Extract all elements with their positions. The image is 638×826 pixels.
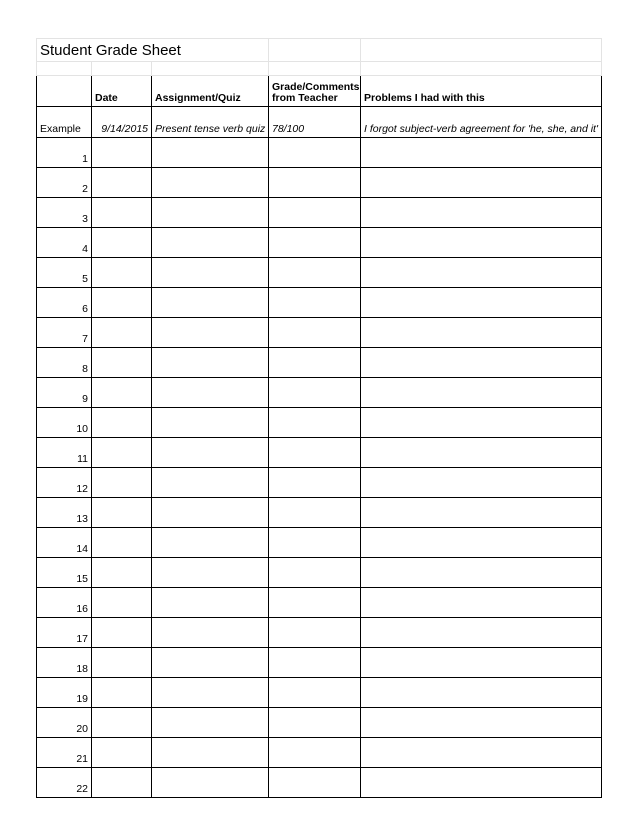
- date-cell[interactable]: [92, 228, 152, 258]
- date-cell[interactable]: [92, 648, 152, 678]
- grade-cell[interactable]: [269, 228, 361, 258]
- row-number[interactable]: 21: [37, 738, 92, 768]
- assignment-cell[interactable]: [152, 228, 269, 258]
- sheet-title[interactable]: Student Grade Sheet: [37, 39, 269, 62]
- problems-cell[interactable]: [361, 618, 602, 648]
- example-date[interactable]: 9/14/2015: [92, 107, 152, 138]
- assignment-cell[interactable]: [152, 258, 269, 288]
- grade-sheet-table: [36, 38, 602, 798]
- problems-cell[interactable]: [361, 498, 602, 528]
- assignment-cell[interactable]: [152, 708, 269, 738]
- problems-cell[interactable]: [361, 228, 602, 258]
- header-problems[interactable]: Problems I had with this: [361, 76, 602, 107]
- date-cell[interactable]: [92, 408, 152, 438]
- row-number[interactable]: 7: [37, 318, 92, 348]
- table-row: [37, 168, 602, 198]
- row-number[interactable]: 5: [37, 258, 92, 288]
- grade-cell[interactable]: [269, 678, 361, 708]
- row-number[interactable]: 18: [37, 648, 92, 678]
- date-cell[interactable]: [92, 198, 152, 228]
- grade-cell[interactable]: [269, 498, 361, 528]
- grade-cell[interactable]: [269, 318, 361, 348]
- problems-cell[interactable]: [361, 348, 602, 378]
- grade-sheet-body: [37, 39, 602, 798]
- table-row: [37, 138, 602, 168]
- problems-cell[interactable]: [361, 678, 602, 708]
- assignment-cell[interactable]: [152, 558, 269, 588]
- grade-cell[interactable]: [269, 558, 361, 588]
- assignment-cell[interactable]: [152, 468, 269, 498]
- header-row-label[interactable]: [37, 76, 92, 107]
- assignment-cell[interactable]: [152, 588, 269, 618]
- grade-cell[interactable]: [269, 618, 361, 648]
- problems-cell[interactable]: [361, 378, 602, 408]
- spacer-cell[interactable]: [92, 62, 152, 76]
- row-number[interactable]: 2: [37, 168, 92, 198]
- date-cell[interactable]: [92, 618, 152, 648]
- table-row: [37, 618, 602, 648]
- grade-cell[interactable]: [269, 348, 361, 378]
- example-problems[interactable]: I forgot subject-verb agreement for 'he, she, and it': [361, 107, 602, 138]
- header-row: [37, 76, 602, 107]
- problems-cell[interactable]: [361, 288, 602, 318]
- grade-cell[interactable]: [269, 168, 361, 198]
- table-row: [37, 678, 602, 708]
- assignment-cell[interactable]: [152, 378, 269, 408]
- row-number[interactable]: 20: [37, 708, 92, 738]
- grade-cell[interactable]: [269, 198, 361, 228]
- header-grade-comments[interactable]: Grade/Comments from Teacher: [269, 76, 361, 107]
- title-row-cell[interactable]: [361, 39, 602, 62]
- date-cell[interactable]: [92, 378, 152, 408]
- grade-cell[interactable]: [269, 468, 361, 498]
- header-assignment[interactable]: Assignment/Quiz: [152, 76, 269, 107]
- assignment-cell[interactable]: [152, 348, 269, 378]
- row-number[interactable]: 17: [37, 618, 92, 648]
- table-row: [37, 258, 602, 288]
- date-cell[interactable]: [92, 678, 152, 708]
- spacer-cell[interactable]: [361, 62, 602, 76]
- date-cell[interactable]: [92, 438, 152, 468]
- problems-cell[interactable]: [361, 318, 602, 348]
- row-number[interactable]: 11: [37, 438, 92, 468]
- date-cell[interactable]: [92, 138, 152, 168]
- row-number[interactable]: 4: [37, 228, 92, 258]
- grade-cell[interactable]: [269, 258, 361, 288]
- row-number[interactable]: 6: [37, 288, 92, 318]
- problems-cell[interactable]: [361, 168, 602, 198]
- table-row: [37, 768, 602, 798]
- table-row: [37, 318, 602, 348]
- spacer-row: [37, 62, 602, 76]
- problems-cell[interactable]: [361, 558, 602, 588]
- example-row: [37, 107, 602, 138]
- date-cell[interactable]: [92, 738, 152, 768]
- row-number[interactable]: 9: [37, 378, 92, 408]
- problems-cell[interactable]: [361, 198, 602, 228]
- date-cell[interactable]: [92, 468, 152, 498]
- grade-cell[interactable]: [269, 708, 361, 738]
- row-number[interactable]: 8: [37, 348, 92, 378]
- table-row: [37, 198, 602, 228]
- problems-cell[interactable]: [361, 258, 602, 288]
- assignment-cell[interactable]: [152, 318, 269, 348]
- assignment-cell[interactable]: [152, 648, 269, 678]
- row-number[interactable]: 16: [37, 588, 92, 618]
- table-row: [37, 558, 602, 588]
- date-cell[interactable]: [92, 708, 152, 738]
- header-date[interactable]: Date: [92, 76, 152, 107]
- row-number[interactable]: 1: [37, 138, 92, 168]
- row-number[interactable]: 22: [37, 768, 92, 798]
- assignment-cell[interactable]: [152, 168, 269, 198]
- date-cell[interactable]: [92, 288, 152, 318]
- assignment-cell[interactable]: [152, 528, 269, 558]
- assignment-cell[interactable]: [152, 408, 269, 438]
- assignment-cell[interactable]: [152, 438, 269, 468]
- example-assignment[interactable]: Present tense verb quiz: [152, 107, 269, 138]
- table-row: [37, 738, 602, 768]
- grade-cell[interactable]: [269, 288, 361, 318]
- row-number[interactable]: 3: [37, 198, 92, 228]
- row-number[interactable]: 19: [37, 678, 92, 708]
- table-row: [37, 528, 602, 558]
- table-row: [37, 408, 602, 438]
- problems-cell[interactable]: [361, 648, 602, 678]
- grade-cell[interactable]: [269, 378, 361, 408]
- spacer-cell[interactable]: [269, 62, 361, 76]
- title-row-cell[interactable]: [269, 39, 361, 62]
- row-number[interactable]: 15: [37, 558, 92, 588]
- problems-cell[interactable]: [361, 468, 602, 498]
- grade-cell[interactable]: [269, 588, 361, 618]
- date-cell[interactable]: [92, 528, 152, 558]
- assignment-cell[interactable]: [152, 768, 269, 798]
- spacer-cell[interactable]: [152, 62, 269, 76]
- grade-cell[interactable]: [269, 738, 361, 768]
- table-row: [37, 438, 602, 468]
- assignment-cell[interactable]: [152, 738, 269, 768]
- grade-cell[interactable]: [269, 138, 361, 168]
- table-row: [37, 228, 602, 258]
- table-row: [37, 378, 602, 408]
- table-row: [37, 708, 602, 738]
- problems-cell[interactable]: [361, 738, 602, 768]
- assignment-cell[interactable]: [152, 138, 269, 168]
- spacer-cell[interactable]: [37, 62, 92, 76]
- problems-cell[interactable]: [361, 528, 602, 558]
- date-cell[interactable]: [92, 258, 152, 288]
- date-cell[interactable]: [92, 768, 152, 798]
- row-number[interactable]: 12: [37, 468, 92, 498]
- date-cell[interactable]: [92, 588, 152, 618]
- problems-cell[interactable]: [361, 438, 602, 468]
- assignment-cell[interactable]: [152, 498, 269, 528]
- row-number[interactable]: 14: [37, 528, 92, 558]
- problems-cell[interactable]: [361, 588, 602, 618]
- date-cell[interactable]: [92, 498, 152, 528]
- row-number[interactable]: 10: [37, 408, 92, 438]
- table-row: [37, 468, 602, 498]
- grade-cell[interactable]: [269, 768, 361, 798]
- assignment-cell[interactable]: [152, 198, 269, 228]
- problems-cell[interactable]: [361, 138, 602, 168]
- table-row: [37, 588, 602, 618]
- row-number[interactable]: 13: [37, 498, 92, 528]
- date-cell[interactable]: [92, 168, 152, 198]
- problems-cell[interactable]: [361, 768, 602, 798]
- example-label[interactable]: Example: [37, 107, 92, 138]
- grade-cell[interactable]: [269, 408, 361, 438]
- table-row: [37, 288, 602, 318]
- grade-cell[interactable]: [269, 438, 361, 468]
- assignment-cell[interactable]: [152, 678, 269, 708]
- date-cell[interactable]: [92, 318, 152, 348]
- problems-cell[interactable]: [361, 408, 602, 438]
- table-row: [37, 498, 602, 528]
- date-cell[interactable]: [92, 348, 152, 378]
- problems-cell[interactable]: [361, 708, 602, 738]
- table-row: [37, 648, 602, 678]
- date-cell[interactable]: [92, 558, 152, 588]
- grade-cell[interactable]: [269, 648, 361, 678]
- example-grade[interactable]: 78/100: [269, 107, 361, 138]
- assignment-cell[interactable]: [152, 618, 269, 648]
- grade-cell[interactable]: [269, 528, 361, 558]
- table-row: [37, 348, 602, 378]
- title-row: [37, 39, 602, 62]
- assignment-cell[interactable]: [152, 288, 269, 318]
